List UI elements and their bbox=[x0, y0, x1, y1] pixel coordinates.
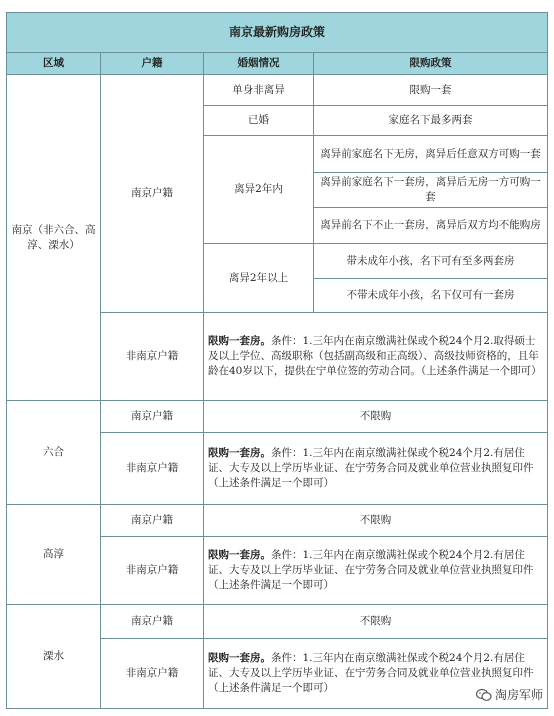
policy-bold: 限购一套房。 bbox=[208, 652, 271, 664]
policy-divorced-within-2: 离异前家庭名下一套房，离异后无房一方可购一套 bbox=[314, 173, 548, 208]
hukou-local: 南京户籍 bbox=[101, 605, 204, 639]
hukou-nonlocal: 非南京户籍 bbox=[101, 313, 204, 401]
policy-divorced-within-3: 离异前名下不止一套房，离异后双方均不能购房 bbox=[314, 208, 548, 244]
header-hukou: 户籍 bbox=[101, 53, 204, 75]
header-marital: 婚姻情况 bbox=[204, 53, 314, 75]
policy-conditions: 条件：1.三年内在南京缴满社保或个税24个月2.取得硕士及以上学位、高级职称（包括副高级和正高级）、高级技师资格的，且年龄在40岁以下，提供在宁单位签的劳动合同。（上述条件满足一个即可） bbox=[208, 335, 542, 377]
policy-single: 限购一套 bbox=[314, 75, 548, 106]
policy-divorced-within-1: 离异前家庭名下无房，离异后任意双方可购一套 bbox=[314, 136, 548, 173]
header-policy: 限购政策 bbox=[314, 53, 548, 75]
policy-conditions: 条件：1.三年内在南京缴满社保或个税24个月2.有居住证、大专及以上学历毕业证、在宁劳务合同及就业单位营业执照复印件（上述条件满足一个即可） bbox=[208, 549, 534, 591]
watermark-text: 淘房军师 bbox=[494, 688, 543, 702]
hukou-local: 南京户籍 bbox=[101, 401, 204, 433]
policy-nonlocal bbox=[204, 537, 548, 605]
hukou-nonlocal: 非南京户籍 bbox=[101, 537, 204, 605]
hukou-local: 南京户籍 bbox=[101, 75, 204, 313]
policy-unrestricted: 不限购 bbox=[204, 605, 548, 639]
policy-divorced-over-2: 不带未成年小孩，名下仅可有一套房 bbox=[314, 279, 548, 313]
policy-divorced-over-1: 带未成年小孩，名下可有至多两套房 bbox=[314, 244, 548, 279]
watermark bbox=[473, 685, 546, 704]
region-gaochun: 高淳 bbox=[7, 505, 101, 605]
region-lishui: 溧水 bbox=[7, 605, 101, 709]
policy-nonlocal bbox=[204, 433, 548, 505]
policy-bold: 限购一套房。 bbox=[208, 549, 271, 561]
policy-bold: 限购一套房。 bbox=[208, 335, 271, 347]
marital-single: 单身非离异 bbox=[204, 75, 314, 106]
hukou-nonlocal: 非南京户籍 bbox=[101, 639, 204, 709]
table-title: 南京最新购房政策 bbox=[7, 13, 548, 53]
policy-bold: 限购一套房。 bbox=[208, 447, 271, 459]
marital-married: 已婚 bbox=[204, 106, 314, 136]
wechat-icon bbox=[476, 688, 492, 702]
policy-conditions: 条件：1.三年内在南京缴满社保或个税24个月2.有居住证、大专及以上学历毕业证、在宁劳务合同及就业单位营业执照复印件（上述条件满足一个即可） bbox=[208, 652, 534, 694]
marital-divorced-over: 离异2年以上 bbox=[204, 244, 314, 313]
header-region: 区域 bbox=[7, 53, 101, 75]
marital-divorced-within: 离异2年内 bbox=[204, 136, 314, 244]
policy-conditions: 条件：1.三年内在南京缴满社保或个税24个月2.有居住证、大专及以上学历毕业证、在宁劳务合同及就业单位营业执照复印件（上述条件满足一个即可） bbox=[208, 447, 534, 489]
policy-married: 家庭名下最多两套 bbox=[314, 106, 548, 136]
hukou-local: 南京户籍 bbox=[101, 505, 204, 537]
policy-unrestricted: 不限购 bbox=[204, 505, 548, 537]
hukou-nonlocal: 非南京户籍 bbox=[101, 433, 204, 505]
policy-unrestricted: 不限购 bbox=[204, 401, 548, 433]
policy-table bbox=[6, 12, 548, 709]
region-luhe: 六合 bbox=[7, 401, 101, 505]
region-nanjing: 南京（非六合、高淳、溧水） bbox=[7, 75, 101, 401]
policy-nonlocal bbox=[204, 313, 548, 401]
